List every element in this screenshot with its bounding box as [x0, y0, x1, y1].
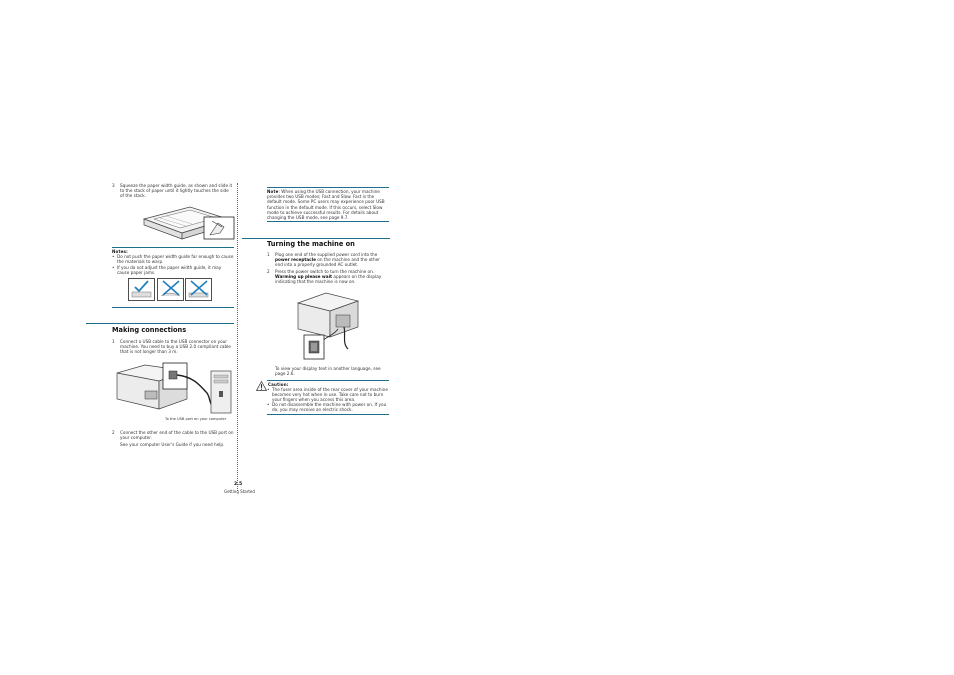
- step-number: 1: [112, 339, 115, 344]
- notes-item: • Do not push the paper width guide far enough to cause the materials to warp.: [112, 254, 234, 265]
- note-text: : When using the USB connection, your machine provides two USB modes; Fast and Slow. Fast is the default mode. Some PC users may experience poor USB function in the default mode. If this occurs, select Slow mode to achieve successful results. For details about changing the USB mode, see page 9.7.: [267, 189, 385, 221]
- step-number: 3: [112, 183, 115, 188]
- step-number: 2: [112, 430, 115, 435]
- step-text: [275, 269, 389, 285]
- page-divider: [237, 183, 238, 491]
- step-text-bold: power receptacle: [275, 257, 316, 263]
- usb-port-caption: To the USB port on your computer: [165, 417, 227, 421]
- section-rule: [86, 323, 234, 324]
- caution-warning-icon: [256, 381, 267, 391]
- notes-title: Notes:: [112, 249, 128, 254]
- usb-connection-illustration: [115, 357, 235, 415]
- section-heading-turning-on: Turning the machine on: [267, 240, 355, 248]
- step-text-bold: Warming up please wait: [275, 274, 333, 280]
- step-3: [112, 183, 233, 199]
- notes-item-text: Do not push the paper width guide far enough to cause the materials to warp.: [117, 254, 234, 265]
- caution-item-text: The fuser area inside of the rear cover of your machine becomes very hot when in use. Take care not to burn your fingers when you access this area.: [272, 387, 388, 403]
- page-number: 2.5: [234, 482, 243, 487]
- step-text-part: Press the power switch to turn the machine on.: [275, 269, 375, 274]
- paper-tray-illustration: [140, 199, 236, 243]
- caution-item: • Do not disassemble the machine with power on. If you do, you may receive an electric shock.: [267, 402, 389, 412]
- note-rule-bottom: [267, 221, 389, 222]
- step-2: [112, 430, 234, 440]
- paper-guide-examples: [128, 278, 212, 302]
- caution-rule-top: [267, 380, 389, 381]
- caution-rule-bottom: [267, 414, 389, 415]
- caution-item-text: Do not disassemble the machine with power on. If you do, you may receive an electric shock.: [272, 402, 387, 413]
- step-2: [267, 269, 389, 285]
- notes-item-text: If you do not adjust the paper width guide, it may cause paper jams.: [117, 265, 222, 276]
- caution-title: Caution:: [268, 382, 289, 387]
- note-label: Note: [267, 189, 279, 194]
- step-number: 1: [267, 252, 270, 257]
- power-on-illustration: [296, 291, 360, 363]
- section-rule: [242, 238, 390, 239]
- notes-rule-top: [112, 247, 234, 248]
- step-1: [112, 339, 234, 355]
- step-number: 2: [267, 269, 270, 274]
- note-rule-top: [267, 187, 389, 188]
- notes-item: • If you do not adjust the paper width guide, it may cause paper jams.: [112, 265, 234, 275]
- language-note: To view your display text in another language, see page 2.6.: [275, 366, 381, 377]
- step-text: Squeeze the paper width guide, as shown and slide it to the stack of paper until it lightly touches the side of the stack.: [120, 183, 233, 199]
- step-2-extra-text: See your computer User's Guide if you need help.: [120, 442, 225, 447]
- step-text: Connect a USB cable to the USB connector on your machine. You need to buy a USB 2.0 compliant cable that is not longer than 3 m.: [120, 339, 231, 355]
- notes-rule-bottom: [112, 307, 234, 308]
- step-text-part: on the machine and the other end into a properly grounded AC outlet.: [275, 257, 380, 268]
- section-heading-making-connections: Making connections: [112, 326, 187, 334]
- step-text-part: Plug one end of the supplied power cord into the: [275, 252, 378, 257]
- caution-item: • The fuser area inside of the rear cover of your machine becomes very hot when in use. Take care not to burn your fingers when you access this area.: [267, 387, 388, 403]
- page-section-label: Getting Started: [224, 489, 255, 494]
- step-text: [275, 252, 389, 268]
- usb-mode-note: [267, 189, 389, 220]
- step-text: Connect the other end of the cable to the USB port on your computer.: [120, 430, 234, 441]
- step-1: [267, 252, 389, 268]
- step-text-part: appears on the display indicating that the machine is now on.: [275, 274, 382, 285]
